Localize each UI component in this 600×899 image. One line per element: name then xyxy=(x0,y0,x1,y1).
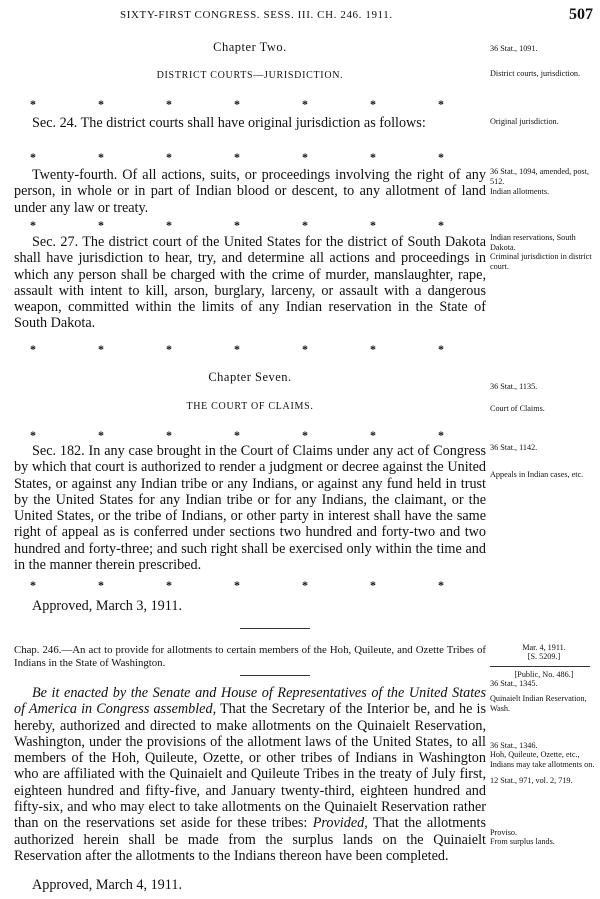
margin-note: 36 Stat., 1094, amended, post, 512. xyxy=(490,167,589,186)
margin-note: 12 Stat., 971, vol. 2, 719. xyxy=(490,776,573,785)
margin-note: 36 Stat., 1142. xyxy=(490,443,538,452)
act-body-part-2: That the allotments authorized herein shall be made from the surplus lands on the Quinaielt Reservation after the allotments to the Indians thereon have been completed. xyxy=(14,815,487,864)
proviso-word: Provided, xyxy=(312,815,368,832)
margin-note: 36 Stat., 1346. xyxy=(490,741,538,750)
margin-divider xyxy=(490,666,590,667)
margin-note: 36 Stat., 1345. xyxy=(490,679,538,688)
star-row: * * * * * * * xyxy=(30,578,444,592)
page-number: 507 xyxy=(569,6,593,23)
chapter-seven-title: Chapter Seven. xyxy=(208,370,292,384)
section-27: Sec. 27. The district court of the United States for the district of South Dakota shall have jurisdiction to hear, try, and determine all actions and proceedings in which any person shall be charged with the crime of murder, manslaughter, rape, assault with intent to kill, arson, burglary, larceny, or assault with a dangerous weapon, committed within the limits of any Indian reservation in the State of South Dakota. xyxy=(14,234,486,332)
margin-note: From surplus lands. xyxy=(490,837,555,846)
divider-rule xyxy=(240,628,310,629)
margin-note: Quinaielt Indian Reservation, Wash. xyxy=(490,694,587,713)
margin-note: District courts, jurisdiction. xyxy=(490,69,581,78)
star-row: * * * * * * * xyxy=(30,342,444,356)
margin-note: Proviso. xyxy=(490,828,518,837)
section-182: Sec. 182. In any case brought in the Court of Claims under any act of Congress by which that court is authorized to render a judgment or decree against the United States, or against any Indian tribe or any Indians, or against any fund held in trust by the United States for any Indian tribe or for any Indians, the claimant, or the United States, or the tribe of Indians, or other party in interest shall have the same right of appeal as is conferred under sections two hundred and forty-two and two hundred and forty-three; and such right shall be exercised only within the time and in the manner therein prescribed. xyxy=(14,443,486,574)
section-24: Sec. 24. The district courts shall have original jurisdiction as follows: xyxy=(32,115,426,131)
margin-note: [S. 5209.] xyxy=(527,652,561,661)
chapter-seven-subtitle: THE COURT OF CLAIMS. xyxy=(186,401,314,412)
star-row: * * * * * * * xyxy=(30,150,444,164)
margin-note: Indian allotments. xyxy=(490,187,550,196)
margin-note: [Public, No. 486.] xyxy=(514,670,574,679)
enacting-clause: Be it enacted by the Senate and House of Representatives of the United States of America in Congress assembled, xyxy=(14,685,486,718)
margin-note: Appeals in Indian cases, etc. xyxy=(490,470,584,479)
margin-note: 36 Stat., 1091. xyxy=(490,44,538,53)
star-row: * * * * * * * xyxy=(30,428,444,442)
act-body-part-1: That the Secretary of the Interior be, and he is hereby, authorized and directed to make allotments on the Quinaielt Reservation, Washington, under the provisions of the allotment laws of the United States, to all members of the Hoh, Quileute, Ozette, or other tribes of Indians in Washington who are affiliated with the Quinaielt and Quileute Tribes in the treaty of July first, eighteen hundred and fifty-five, and January twenty-third, eighteen hundred and fifty-six, and who may elect to take allotments on the Quinaielt Reservation rather than on the reservations set aside for these tribes: xyxy=(14,701,487,832)
clause-twenty-fourth: Twenty-fourth. Of all actions, suits, or proceedings involving the right of any person, in whole or in part of Indian blood or descent, to any allotment of land under any law or treaty. xyxy=(14,167,486,216)
page-header xyxy=(0,6,600,26)
star-row: * * * * * * * xyxy=(30,97,444,111)
divider-rule xyxy=(240,675,310,676)
margin-note: Court of Claims. xyxy=(490,404,545,413)
margin-note: Mar. 4, 1911. xyxy=(522,643,566,652)
margin-note: Hoh, Quileute, Ozette, etc., Indians may take allotments on. xyxy=(490,750,595,769)
running-head: SIXTY-FIRST CONGRESS. SESS. III. CH. 246. 1911. xyxy=(120,9,393,21)
margin-note: Criminal jurisdiction in district court. xyxy=(490,252,592,271)
approval-march-3: Approved, March 3, 1911. xyxy=(32,598,182,614)
margin-note: Indian reservations, South Dakota. xyxy=(490,233,576,252)
chapter-two-title: Chapter Two. xyxy=(213,40,287,54)
margin-note: 36 Stat., 1135. xyxy=(490,382,538,391)
margin-note: Original jurisdiction. xyxy=(490,117,559,126)
chapter-two-subtitle: DISTRICT COURTS—JURISDICTION. xyxy=(156,70,344,81)
star-row: * * * * * * * xyxy=(30,218,444,232)
approval-march-4: Approved, March 4, 1911. xyxy=(32,877,182,893)
chapter-246-title: Chap. 246.—An act to provide for allotments to certain members of the Hoh, Quileute, and Ozette Tribes of Indians in the State of Washington. xyxy=(14,644,486,669)
act-246-body xyxy=(14,685,486,864)
